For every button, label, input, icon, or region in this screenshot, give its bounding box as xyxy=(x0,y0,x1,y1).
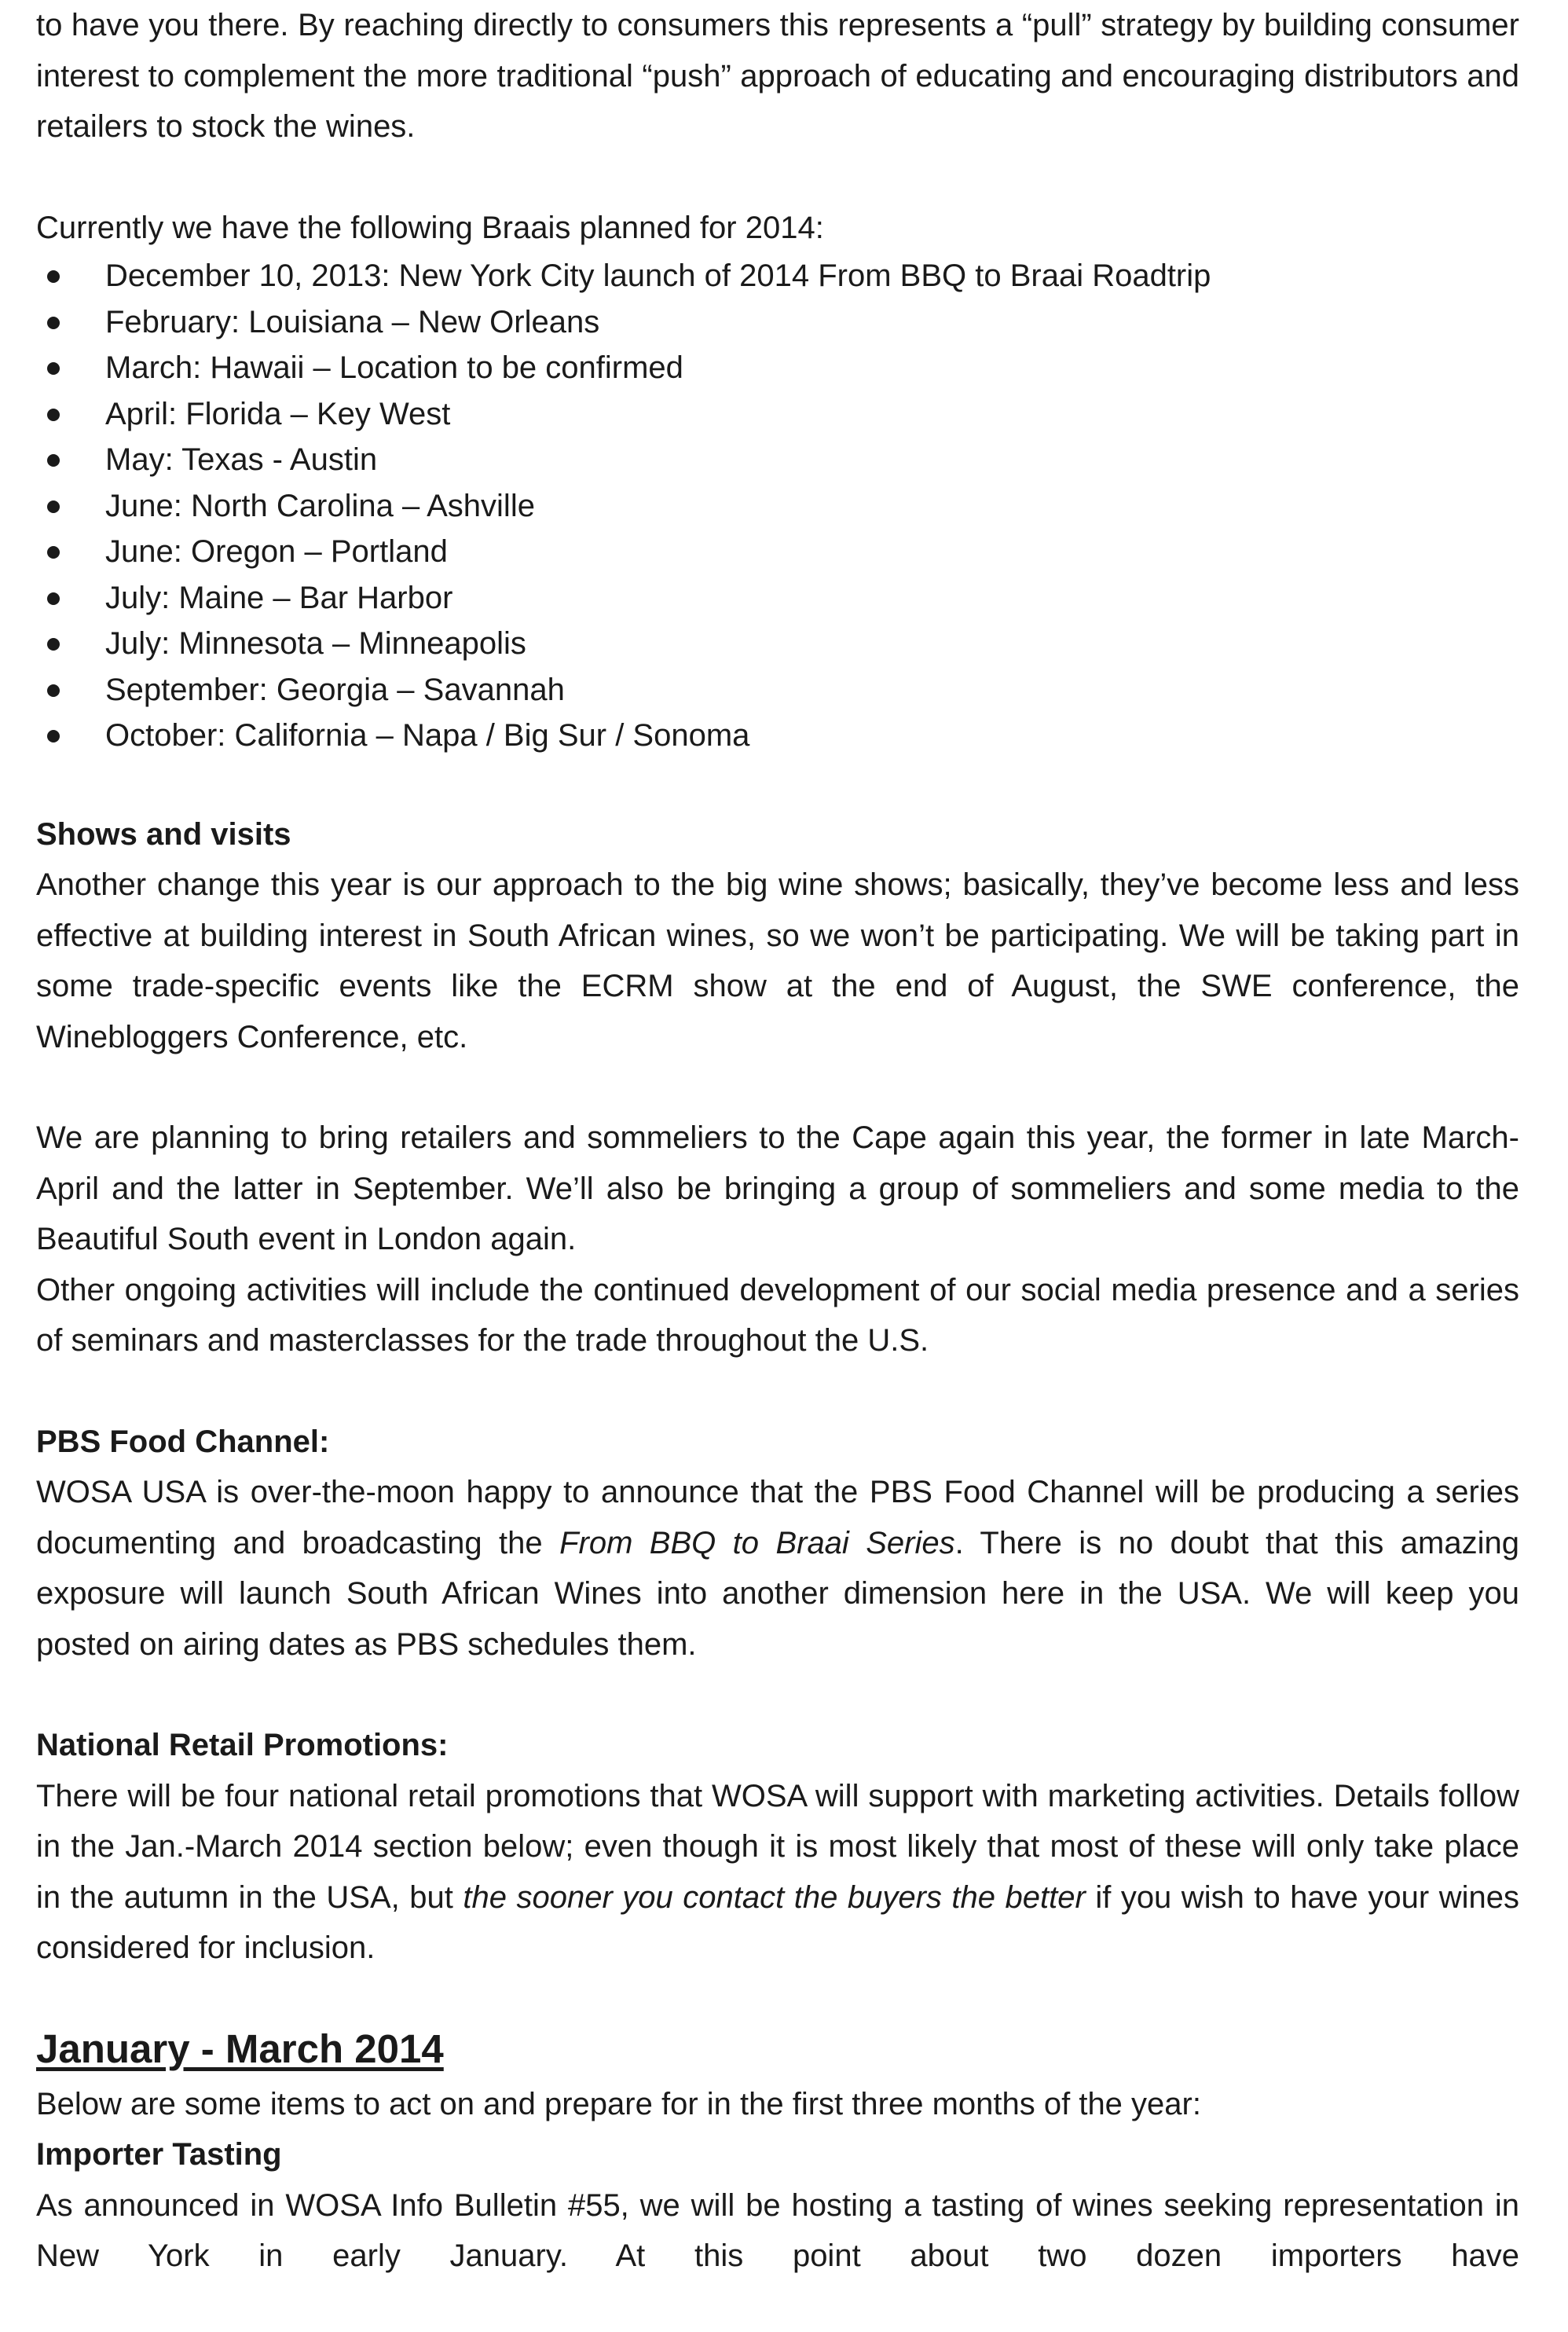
retail-paragraph xyxy=(36,1771,1519,1974)
spacer xyxy=(36,759,1519,809)
subheading-importer-tasting: Importer Tasting xyxy=(36,2129,1519,2180)
shows-paragraph-2: We are planning to bring retailers and sommeliers to the Cape again this year, the former in late March-April and the latter in September. We’ll also be bringing a group of sommeliers and some media to the Beautiful South event in London again. xyxy=(36,1113,1519,1265)
pbs-text-start: WOSA USA is over-the-moon happy to announce that the PBS Food Channel will be producing a series documenting and broadcasting the xyxy=(36,1475,1519,1560)
list-item: July: Minnesota – Minneapolis xyxy=(36,621,1519,667)
section-heading-pbs: PBS Food Channel: xyxy=(36,1417,1519,1468)
pbs-paragraph xyxy=(36,1467,1519,1670)
document-page xyxy=(36,0,1519,2332)
spacer xyxy=(36,1670,1519,1720)
list-item: July: Maine – Bar Harbor xyxy=(36,575,1519,622)
spacer xyxy=(36,152,1519,203)
section-heading-shows: Shows and visits xyxy=(36,809,1519,860)
spacer xyxy=(36,1062,1519,1113)
jan-mar-lead: Below are some items to act on and prepare for in the first three months of the year: xyxy=(36,2079,1519,2130)
pbs-text-end: . There is no doubt that this amazing exposure will launch South African Wines into another dimension here in the USA. We will keep you posted on airing dates as PBS schedules them. xyxy=(36,1526,1519,1662)
retail-text-start: There will be four national retail promotions that WOSA will support with marketing activities. Details follow in the Jan.-March 2014 section below; even though it is most likely that most of these will only take place in the autumn in the USA, but xyxy=(36,1779,1519,1915)
section-heading-jan-mar: January - March 2014 xyxy=(36,2019,1519,2079)
list-item: September: Georgia – Savannah xyxy=(36,667,1519,713)
spacer xyxy=(36,1366,1519,1417)
braais-lead: Currently we have the following Braais planned for 2014: xyxy=(36,203,1519,254)
retail-emphasis: the sooner you contact the buyers the better xyxy=(463,1880,1085,1915)
section-heading-retail: National Retail Promotions: xyxy=(36,1720,1519,1771)
shows-paragraph-1: Another change this year is our approach to the big wine shows; basically, they’ve become less and less effective at building interest in South African wines, so we won’t be participating. We will be taking part in some trade-specific events like the ECRM show at the end of August, the SWE conference, the Winebloggers Conference, etc. xyxy=(36,860,1519,1062)
list-item: December 10, 2013: New York City launch of 2014 From BBQ to Braai Roadtrip xyxy=(36,253,1519,299)
importer-tasting-paragraph: As announced in WOSA Info Bulletin #55, we will be hosting a tasting of wines seeking representation in New York in early January. At this point about two dozen importers have xyxy=(36,2180,1519,2332)
pbs-series-title: From BBQ to Braai Series xyxy=(559,1526,955,1560)
list-item: April: Florida – Key West xyxy=(36,391,1519,438)
intro-paragraph: to have you there. By reaching directly to consumers this represents a “pull” strategy by building consumer interest to complement the more traditional “push” approach of educating and encouraging distributors and retailers to stock the wines. xyxy=(36,0,1519,152)
list-item: March: Hawaii – Location to be confirmed xyxy=(36,345,1519,391)
shows-paragraph-3: Other ongoing activities will include the continued development of our social media presence and a series of seminars and masterclasses for the trade throughout the U.S. xyxy=(36,1265,1519,1366)
list-item: June: Oregon – Portland xyxy=(36,529,1519,575)
spacer xyxy=(36,1974,1519,2019)
braais-list xyxy=(36,253,1519,759)
list-item: May: Texas - Austin xyxy=(36,437,1519,483)
list-item: June: North Carolina – Ashville xyxy=(36,483,1519,530)
retail-text-end: if you wish to have your wines considered for inclusion. xyxy=(36,1880,1519,1966)
list-item: October: California – Napa / Big Sur / Sonoma xyxy=(36,713,1519,759)
list-item: February: Louisiana – New Orleans xyxy=(36,299,1519,346)
